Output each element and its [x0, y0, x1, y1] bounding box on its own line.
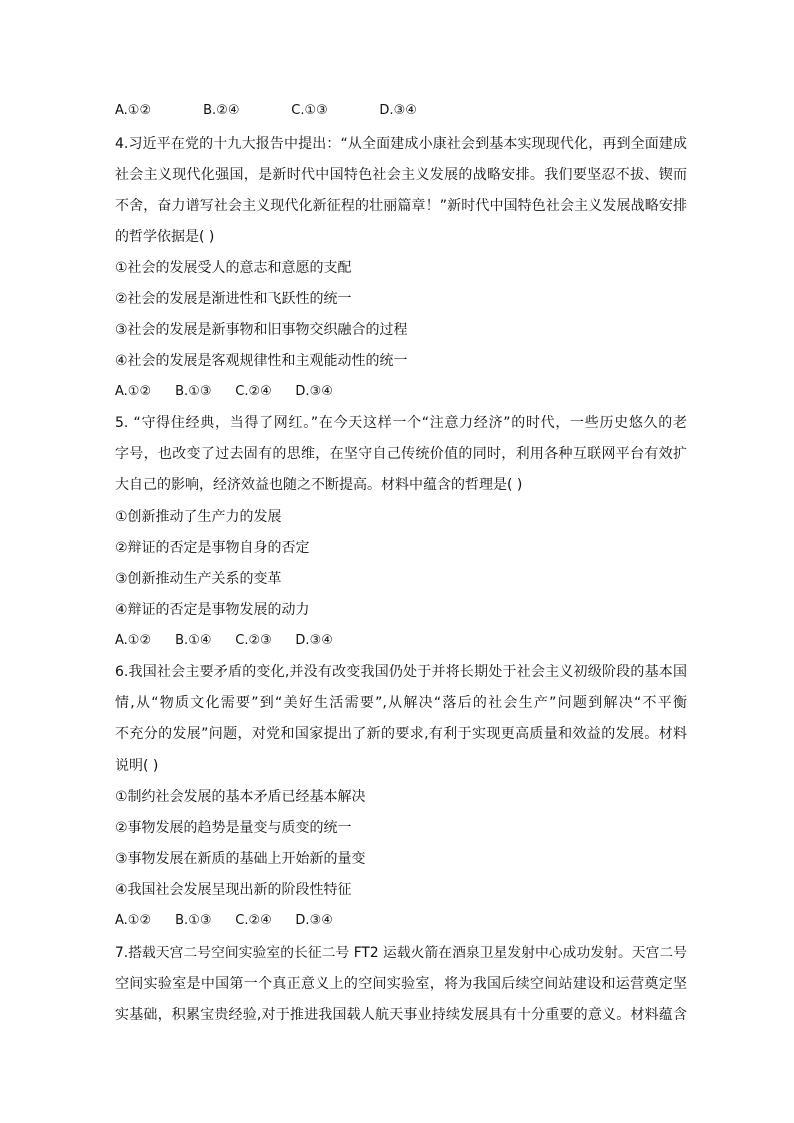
q4-stem-line-4: 的哲学依据是( ) [115, 229, 215, 245]
q6-stem-line-4: 说明( ) [115, 758, 159, 774]
q6-item-1: ①制约社会发展的基本矛盾已经基本解决 [115, 789, 366, 805]
q5-options [115, 631, 351, 651]
q6-item-4: ④我国社会发展呈现出新的阶段性特征 [115, 882, 352, 898]
q5-stem-line-2: 字号，也改变了过去固有的思维，在坚守自己传统价值的同时，利用各种互联网平台有效扩 [115, 446, 687, 462]
q6-option-d[interactable]: D.③④ [295, 913, 333, 928]
q5-item-4: ④辩证的否定是事物发展的动力 [115, 602, 310, 618]
q5-item-2: ②辩证的否定是事物自身的否定 [115, 540, 310, 556]
q5-option-c[interactable]: C.②③ [235, 633, 272, 648]
q6-option-b[interactable]: B.①③ [175, 913, 212, 928]
q7-stem-line-3: 实基础，积累宝贵经验,对于推进我国载人航天事业持续发展具有十分重要的意义。材料蕴含 [115, 1007, 687, 1023]
q4-option-b[interactable]: B.①③ [175, 384, 212, 399]
q6-stem-line-1: 6.我国社会主要矛盾的变化,并没有改变我国仍处于并将长期处于社会主义初级阶段的基本国 [115, 664, 687, 680]
q4-item-1: ①社会的发展受人的意志和意愿的支配 [115, 260, 352, 276]
q6-option-a[interactable]: A.①② [115, 913, 152, 928]
q3-option-c[interactable]: C.①③ [291, 103, 328, 118]
q3-option-b[interactable]: B.②④ [203, 103, 240, 118]
q5-option-b[interactable]: B.①④ [175, 633, 212, 648]
q4-item-3: ③社会的发展是新事物和旧事物交织融合的过程 [115, 322, 408, 338]
q7-stem-line-2: 空间实验室是中国第一个真正意义上的空间实验室，将为我国后续空间站建设和运营奠定坚 [115, 976, 687, 992]
q6-item-3: ③事物发展在新质的基础上开始新的量变 [115, 851, 366, 867]
q6-option-c[interactable]: C.②④ [235, 913, 272, 928]
q3-option-a[interactable]: A.①② [115, 103, 152, 118]
q6-stem-line-2: 情,从“物质文化需要”到“美好生活需要”,从解决“落后的社会生产”问题到解决“不平衡 [115, 695, 687, 711]
q6-options [115, 911, 351, 931]
q6-stem-line-3: 不充分的发展”问题，对党和国家提出了新的要求,有利于实现更高质量和效益的发展。材料 [115, 726, 687, 742]
q5-stem-line-3: 大自己的影响，经济效益也随之不断提高。材料中蕴含的哲理是( ) [115, 477, 523, 493]
q4-stem-line-2: 社会主义现代化强国，是新时代中国特色社会主义发展的战略安排。我们要坚忍不拔、锲而 [115, 167, 687, 183]
q4-options [115, 382, 351, 402]
q5-option-a[interactable]: A.①② [115, 633, 152, 648]
q4-item-4: ④社会的发展是客观规律性和主观能动性的统一 [115, 353, 408, 369]
q5-option-d[interactable]: D.③④ [295, 633, 333, 648]
q5-stem-line-1: 5. “守得住经典，当得了网红。”在今天这样一个“注意力经济”的时代，一些历史悠久的老 [115, 415, 687, 431]
q4-option-c[interactable]: C.②④ [235, 384, 272, 399]
q5-item-1: ①创新推动了生产力的发展 [115, 509, 282, 525]
q6-item-2: ②事物发展的趋势是量变与质变的统一 [115, 820, 352, 836]
q4-stem-line-3: 不舍，奋力谱写社会主义现代化新征程的壮丽篇章！”新时代中国特色社会主义发展战略安排 [115, 198, 687, 214]
q7-stem-line-1: 7.搭载天宫二号空间实验室的长征二号 FT2 运载火箭在酒泉卫星发射中心成功发射。天宫二号 [115, 945, 687, 961]
q5-item-3: ③创新推动生产关系的变革 [115, 571, 282, 587]
q4-option-d[interactable]: D.③④ [295, 384, 333, 399]
q3-option-d[interactable]: D.③④ [379, 103, 417, 118]
q4-item-2: ②社会的发展是渐进性和飞跃性的统一 [115, 291, 352, 307]
q4-option-a[interactable]: A.①② [115, 384, 152, 399]
q4-stem-line-1: 4.习近平在党的十九大报告中提出：“从全面建成小康社会到基本实现现代化，再到全面建成 [115, 136, 687, 152]
q3-options [115, 101, 463, 121]
